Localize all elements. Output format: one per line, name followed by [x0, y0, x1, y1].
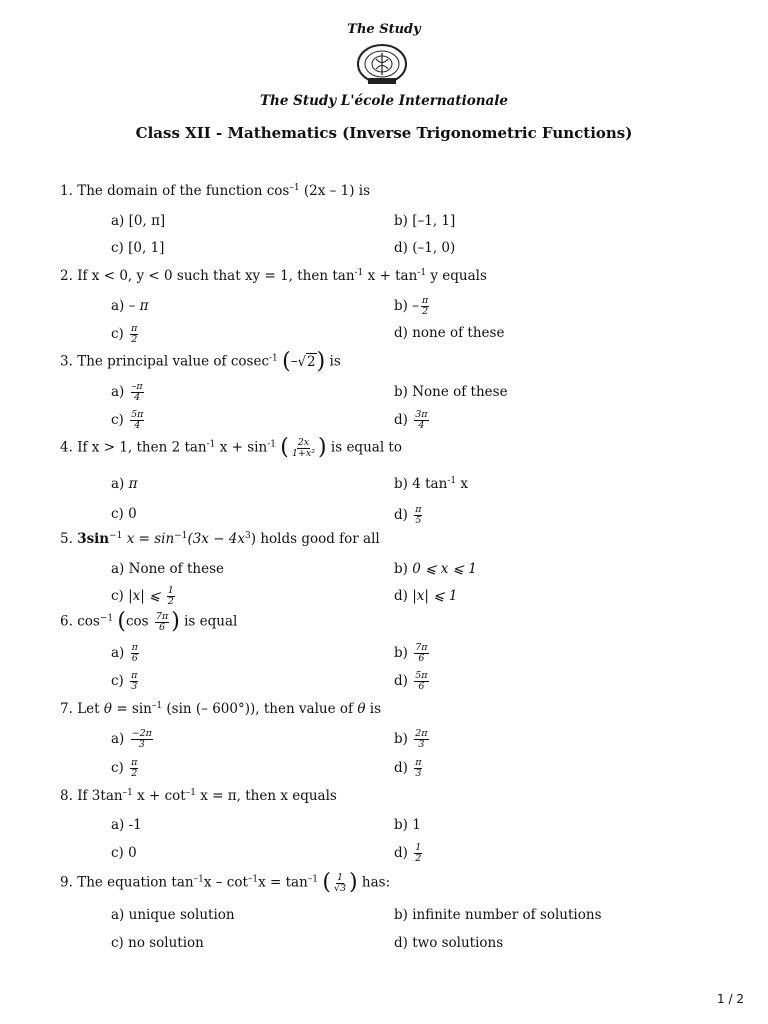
question-text: has: [361, 874, 391, 891]
superscript: –1 [247, 874, 259, 885]
question-text: is [369, 701, 382, 717]
question-3 [60, 351, 341, 373]
option-d [394, 935, 503, 951]
question-text: is [329, 353, 341, 370]
option-text: [0, 1] [128, 240, 165, 256]
fraction [130, 324, 138, 345]
fraction [130, 410, 144, 431]
numerator: π [131, 323, 138, 334]
denominator: 2 [415, 852, 422, 864]
option-label: d) [394, 325, 408, 341]
option-b [394, 561, 477, 577]
denominator: 4 [418, 419, 425, 431]
question-text: If x > 1, then 2 tan [77, 439, 207, 456]
question-1 [60, 183, 370, 199]
option-text: 4 tan [412, 476, 448, 492]
fraction [131, 643, 139, 664]
option-label: b) [394, 297, 408, 314]
option-label: d) [394, 672, 408, 689]
option-label: c) [111, 240, 124, 256]
numerator: π [415, 504, 422, 515]
radicand: 3 [339, 882, 347, 894]
denominator: 2 [422, 305, 429, 317]
numerator: 7π [155, 610, 169, 622]
question-6 [60, 611, 237, 633]
right-paren: ) [171, 609, 180, 634]
option-label: b) [394, 644, 408, 661]
radicand: 2 [307, 353, 316, 370]
option-text: none of these [412, 325, 505, 341]
question-text: ) [250, 531, 257, 547]
option-label: a) [111, 213, 125, 229]
left-paren: ( [282, 349, 291, 374]
option-d [394, 671, 431, 692]
fraction [414, 643, 428, 664]
theta-symbol: θ [357, 701, 366, 717]
numerator: π [131, 670, 138, 681]
question-number: 2. [60, 268, 73, 284]
question-text: y equals [430, 268, 487, 284]
option-text: no solution [128, 935, 204, 951]
superscript: −1 [109, 531, 123, 541]
option-a [111, 476, 138, 492]
superscript: -1 [354, 268, 364, 278]
numerator: 2π [415, 728, 428, 739]
option-c [111, 845, 137, 861]
option-label: d) [394, 506, 408, 523]
question-text: = sin [116, 701, 152, 717]
denominator: 1+x² [291, 447, 316, 459]
option-a [111, 561, 224, 577]
option-c [111, 758, 140, 779]
option-b [394, 643, 431, 664]
option-label: c) [111, 506, 124, 522]
superscript: –1 [289, 183, 300, 193]
option-text: 0 ⩽ x ⩽ 1 [412, 561, 477, 577]
numerator: 1 [415, 842, 422, 853]
denominator: 2 [167, 595, 174, 607]
option-label: b) [394, 384, 408, 400]
superscript: –1 [193, 874, 204, 885]
option-b [394, 907, 602, 923]
superscript: –1 [307, 874, 319, 885]
option-d [394, 588, 457, 604]
option-text: None of these [128, 561, 224, 577]
denominator: 2 [131, 767, 138, 779]
option-text: π [128, 476, 138, 492]
numerator: 5π [131, 409, 144, 420]
square-root: √2 [297, 353, 316, 370]
option-text: two solutions [412, 935, 504, 951]
option-label: b) [394, 213, 408, 229]
superscript: –1 [122, 788, 133, 798]
option-label: a) [111, 476, 125, 492]
option-c [111, 586, 177, 607]
option-label: c) [111, 411, 124, 428]
option-text: (–1, 0) [412, 240, 456, 256]
question-8 [60, 788, 337, 804]
option-c [111, 935, 204, 951]
option-b [394, 476, 468, 492]
fraction [167, 586, 175, 607]
denominator: 3 [415, 767, 422, 779]
question-text: x = tan [258, 874, 308, 891]
question-text: Let [77, 701, 100, 717]
option-text: -1 [128, 817, 142, 833]
option-text: unique solution [128, 907, 235, 923]
fraction [414, 671, 428, 692]
numerator: 2x [297, 436, 310, 448]
fraction [414, 505, 422, 526]
option-label: d) [394, 411, 408, 428]
option-text: |x| ⩽ 1 [412, 588, 458, 604]
fraction [291, 438, 316, 459]
question-number: 4. [60, 439, 73, 456]
option-label: a) [111, 907, 125, 923]
denominator: 3 [418, 738, 425, 750]
option-label: a) [111, 383, 125, 400]
school-logo-icon [354, 42, 410, 88]
numerator: 7π [415, 642, 428, 653]
option-label: d) [394, 240, 408, 256]
option-label: c) [111, 325, 124, 342]
question-text: cos [77, 613, 100, 630]
question-9 [60, 872, 390, 894]
denominator: 2 [131, 333, 138, 345]
option-label: a) [111, 298, 125, 314]
question-text: x + sin [219, 439, 268, 456]
option-label: c) [111, 845, 124, 861]
fraction [131, 382, 144, 403]
option-label: c) [111, 672, 124, 689]
option-c [111, 324, 140, 345]
option-c [111, 506, 137, 522]
denominator: 6 [418, 680, 425, 692]
question-number: 7. [60, 701, 73, 717]
option-label: d) [394, 588, 408, 604]
option-text: 0 [128, 506, 137, 522]
option-label: a) [111, 561, 125, 577]
question-text: If 3tan [77, 788, 123, 804]
option-text: x [460, 476, 468, 492]
option-a [111, 817, 142, 833]
question-text: is equal to [330, 439, 402, 456]
option-label: d) [394, 935, 408, 951]
option-c [111, 240, 164, 256]
superscript: 3 [245, 531, 251, 541]
right-paren: ) [318, 435, 327, 460]
question-text: x = π, then x equals [200, 788, 337, 804]
numerator: 1 [336, 871, 343, 883]
option-b [394, 817, 421, 833]
fraction [155, 612, 169, 633]
option-d [394, 843, 424, 864]
superscript: -1 [269, 353, 278, 364]
fraction [333, 873, 347, 894]
superscript: –1 [151, 701, 163, 711]
question-text: is equal [184, 613, 238, 630]
school-full-name: The Study L'école Internationale [259, 93, 509, 109]
option-a [111, 213, 165, 229]
question-text: x + tan [367, 268, 418, 284]
option-label: d) [394, 844, 408, 861]
option-label: a) [111, 644, 125, 661]
option-label: d) [394, 759, 408, 776]
question-5 [60, 531, 380, 547]
question-number: 1. [60, 183, 73, 199]
option-d [394, 410, 431, 431]
denominator: 6 [159, 621, 166, 633]
option-label: c) [111, 587, 124, 604]
option-label: a) [111, 730, 125, 747]
option-b [394, 729, 431, 750]
option-a [111, 298, 149, 314]
option-label: b) [394, 817, 408, 833]
option-a [111, 729, 155, 750]
question-text: (sin (– 600°)), then value of [166, 701, 354, 717]
fraction [421, 296, 429, 317]
question-text: holds good for all [260, 531, 380, 547]
question-number: 8. [60, 788, 73, 804]
fraction [414, 729, 428, 750]
option-text: 0 [128, 845, 137, 861]
question-2 [60, 268, 487, 284]
question-text: The domain of the function cos [77, 183, 290, 199]
option-label: b) [394, 561, 408, 577]
fraction [131, 729, 153, 750]
numerator: 1 [167, 585, 174, 596]
option-text: None of these [412, 384, 508, 400]
school-name: The Study [347, 22, 421, 37]
superscript: -1 [206, 439, 216, 450]
option-text: |x| ⩽ [128, 587, 161, 604]
fraction [414, 843, 422, 864]
option-d [394, 325, 504, 341]
question-text: x – cot [203, 874, 248, 891]
left-paren: ( [280, 435, 289, 460]
question-7 [60, 701, 381, 717]
option-d [394, 758, 424, 779]
option-label: a) [111, 817, 125, 833]
question-text: (3x − 4x [187, 531, 246, 547]
option-text: [–1, 1] [412, 213, 456, 229]
numerator: π [131, 757, 138, 768]
theta-symbol: θ [103, 701, 113, 717]
option-text: 1 [412, 817, 421, 833]
superscript: -1 [417, 268, 427, 278]
denominator: 5 [415, 514, 422, 526]
option-b [394, 384, 508, 400]
option-label: b) [394, 730, 408, 747]
numerator: π [421, 295, 429, 306]
fraction [130, 758, 138, 779]
question-4 [60, 437, 402, 459]
minus-sign: – [290, 353, 298, 370]
option-d [394, 505, 424, 526]
left-paren: ( [322, 870, 331, 895]
option-b [394, 296, 431, 317]
denominator: 6 [131, 652, 138, 664]
option-d [394, 240, 455, 256]
numerator: −2π [131, 728, 152, 739]
question-text: If x < 0, y < 0 such that xy = 1, then tan [77, 268, 355, 284]
right-paren: ) [316, 349, 326, 374]
question-text: cos [125, 613, 149, 630]
option-label: c) [111, 759, 124, 776]
superscript: −1 [174, 531, 188, 541]
denominator: 6 [418, 652, 425, 664]
page-number: 1 / 2 [717, 992, 744, 1006]
numerator: π [415, 757, 422, 768]
denominator: 3 [138, 738, 145, 750]
question-text: (2x – 1) is [303, 183, 371, 199]
numerator: 5π [415, 670, 428, 681]
question-text: The principal value of cosec [77, 353, 270, 370]
question-number: 5. [60, 531, 73, 547]
question-number: 3. [60, 353, 73, 370]
fraction [414, 410, 428, 431]
question-number: 6. [60, 613, 73, 630]
superscript: -1 [447, 476, 457, 486]
superscript: -1 [267, 439, 276, 450]
denominator: √3 [333, 882, 347, 894]
numerator: π [131, 642, 138, 653]
option-label: c) [111, 935, 124, 951]
left-paren: ( [117, 609, 126, 634]
page-title: Class XII - Mathematics (Inverse Trigonometric Functions) [135, 124, 633, 142]
question-text: x + cot [137, 788, 186, 804]
option-text: – π [128, 298, 149, 314]
denominator: 4 [134, 419, 141, 431]
question-text: 3sin [77, 531, 110, 547]
option-a [111, 382, 146, 403]
option-c [111, 410, 146, 431]
option-a [111, 907, 235, 923]
option-text: [0, π] [128, 213, 166, 229]
fraction [130, 671, 138, 692]
superscript: −1 [99, 613, 114, 624]
denominator: 4 [134, 391, 141, 403]
minus-sign: – [412, 297, 419, 314]
option-a [111, 643, 141, 664]
right-paren: ) [349, 870, 358, 895]
option-c [111, 671, 140, 692]
option-label: b) [394, 476, 408, 492]
fraction [414, 758, 422, 779]
option-b [394, 213, 455, 229]
question-text: The equation tan [77, 874, 194, 891]
question-text: x = sin [126, 531, 175, 547]
numerator: –π [131, 381, 143, 392]
option-text: infinite number of solutions [412, 907, 602, 923]
denominator: 3 [131, 680, 138, 692]
numerator: 3π [415, 409, 428, 420]
question-number: 9. [60, 874, 73, 891]
superscript: –1 [185, 788, 196, 798]
option-label: b) [394, 907, 408, 923]
